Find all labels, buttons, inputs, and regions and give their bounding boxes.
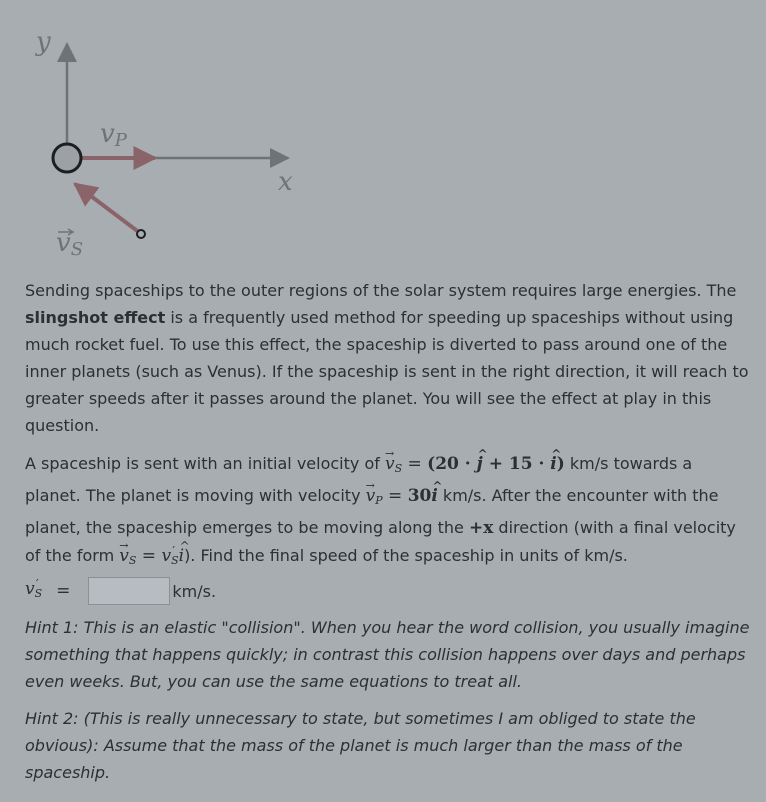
answer-equals: = bbox=[56, 580, 71, 601]
answer-unit: km/s. bbox=[172, 581, 217, 601]
x-axis-label: x bbox=[278, 167, 293, 197]
planet-velocity-label: vP bbox=[100, 119, 127, 151]
velocity-diagram bbox=[0, 0, 320, 270]
planet bbox=[53, 144, 81, 172]
slingshot-term: slingshot effect bbox=[25, 308, 166, 327]
final-speed-input[interactable] bbox=[88, 577, 170, 605]
hint-1: Hint 1: This is an elastic "collision". When you hear the word collision, you usually imagine something that happens quickly; in contrast this collision happens over days and perhaps even weeks. But, you can use the same equations to treat all. bbox=[25, 618, 750, 691]
intro-paragraph: Sending spaceships to the outer regions of the solar system requires large energies. The slingshot effect is a frequently used method for speeding up spaceships without using much rocket fuel. To use this effect, the spaceship is diverted to pass around one of the inner planets (such as Venus). If the spaceship is sent in the right direction, it will reach to greater speeds after it passes around the planet. You will see the effect at play in this question. bbox=[25, 281, 749, 435]
answer-label: v $'_S$ bbox=[25, 575, 42, 607]
spaceship bbox=[137, 230, 145, 238]
answer-row bbox=[25, 575, 751, 607]
ship-velocity-label: vS bbox=[56, 228, 84, 260]
ship-velocity-arrow bbox=[75, 184, 140, 233]
y-axis-label: y bbox=[36, 27, 51, 57]
hint-2: Hint 2: (This is really unnecessary to state, but sometimes I am obliged to state the obvious): Assume that the mass of the planet is much larger than the mass of the spaceship. bbox=[25, 709, 696, 782]
problem-statement: A spaceship is sent with an initial velocity of → $v_S = (20$ · ^ j + 15 · ^ i) km/s towards a planet. The planet is moving with velocity → $v_P$ = 30^ i km/s. After the encounter with the planet, the spaceship emerges to be moving along the +x direction (with a final velocity of the form → $v_S = v$ $'_S\^{}$ i). Find the final speed of the spaceship in units of km/s. bbox=[25, 450, 751, 574]
